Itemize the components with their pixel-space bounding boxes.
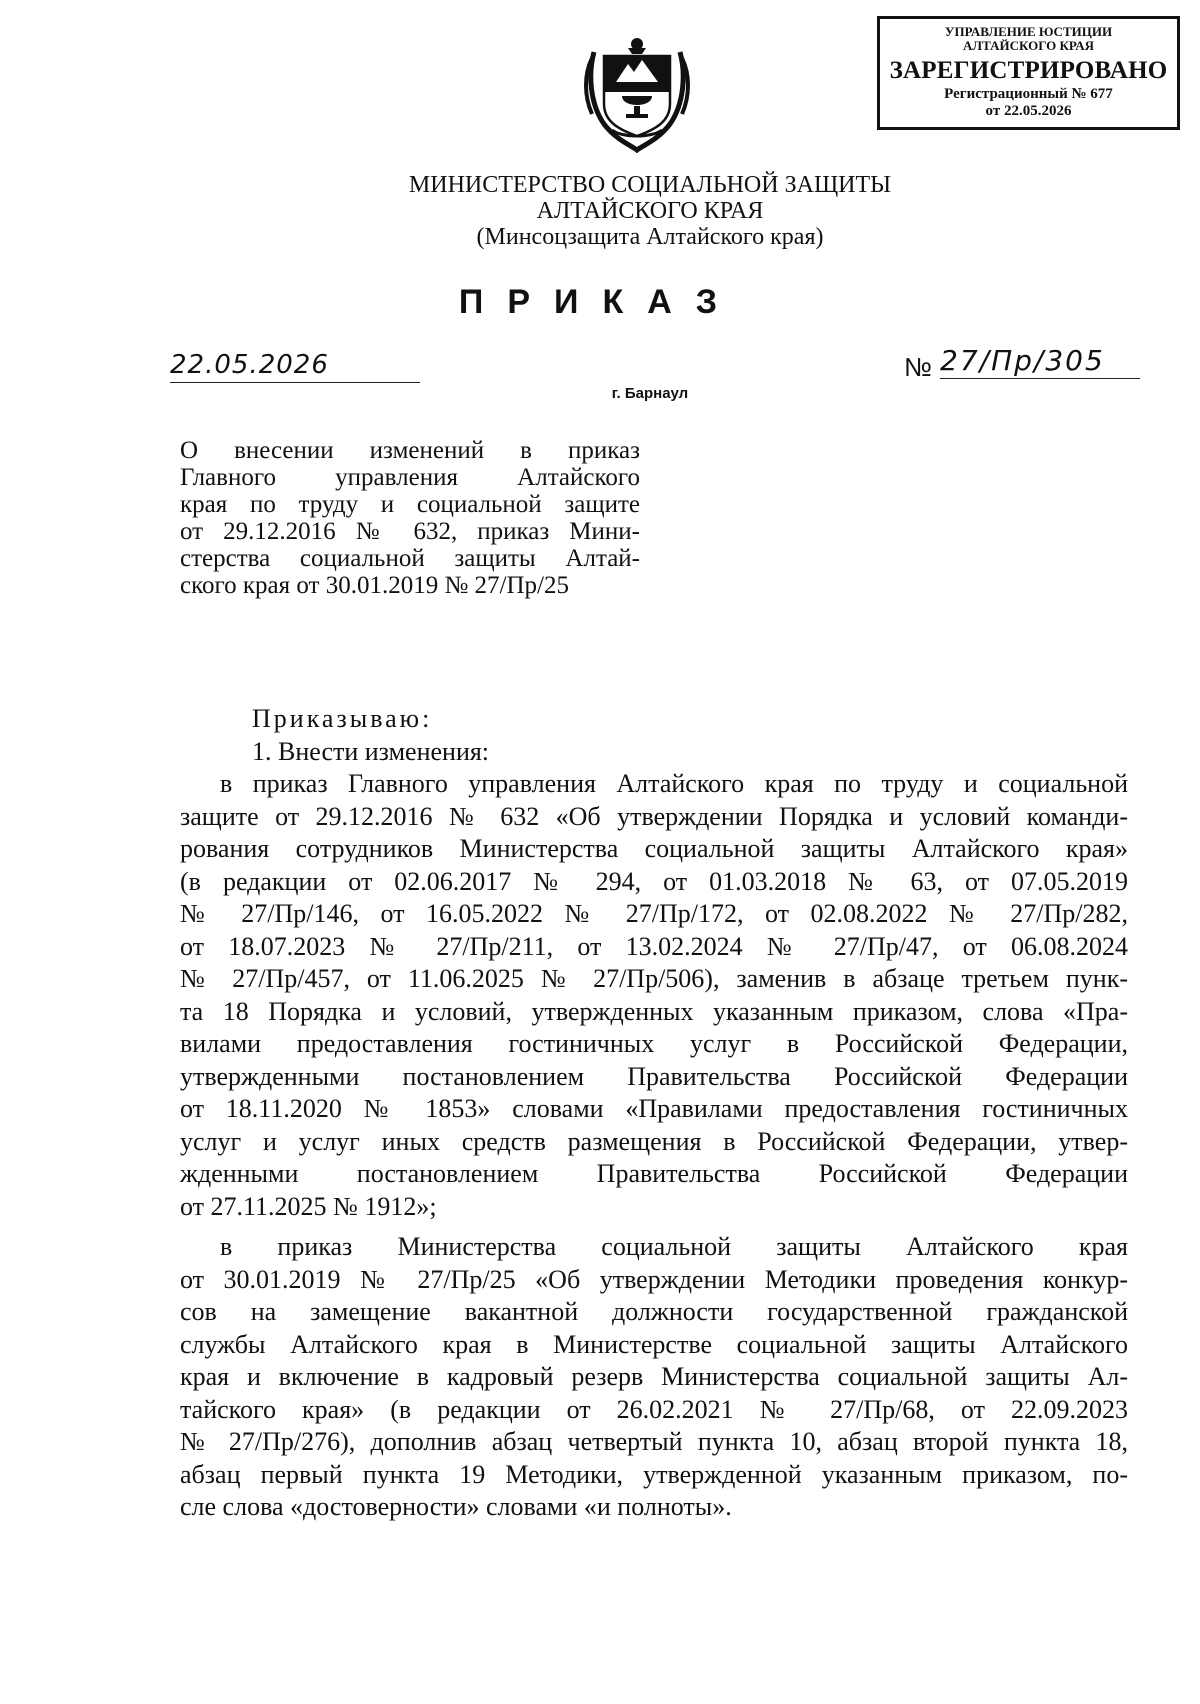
paragraph-line: службы Алтайского края в Министерстве социальной защиты Алтайского (180, 1329, 1128, 1359)
paragraph-line: сле слова «достоверности» словами «и полноты». (180, 1492, 732, 1521)
paragraph-line: края и включение в кадровый резерв Министерства социальной защиты Ал- (180, 1362, 1128, 1391)
order-directive: Приказываю: (252, 704, 433, 733)
order-number: 27/Пр/305 (940, 346, 1140, 379)
subject-line: стерства социальной защиты Алтай- (180, 545, 640, 572)
order-date: 22.05.2026 (170, 352, 420, 383)
paragraph-line: рования сотрудников Министерства социальной защиты Алтайского края» (180, 834, 1128, 863)
paragraph-line: от 18.07.2023 № 27/Пр/211, от 13.02.2024 № 27/Пр/47, от 06.08.2024 (180, 931, 1128, 961)
order-body (180, 703, 1128, 1524)
paragraph-line: № 27/Пр/146, от 16.05.2022 № 27/Пр/172, от 02.08.2022 № 27/Пр/282, (180, 899, 1128, 928)
paragraph-line: жденными постановлением Правительства Российской Федерации (180, 1159, 1128, 1188)
paragraph-line: в приказ Главного управления Алтайского края по труду и социальной (220, 769, 1128, 798)
stamp-reg-number: Регистрационный № 677 (944, 86, 1113, 102)
subject-line: Главного управления Алтайского (180, 464, 640, 491)
registration-stamp (877, 16, 1180, 130)
amendment-paragraph-2 (180, 1231, 1128, 1524)
paragraph-line: от 30.01.2019 № 27/Пр/25 «Об утверждении Методики проведения конкур- (180, 1264, 1128, 1294)
subject-line: края по труду и социальной защите (180, 491, 640, 518)
paragraph-line: от 27.11.2025 № 1912»; (180, 1191, 437, 1221)
paragraph-line: абзац первый пункта 19 Методики, утвержденной указанным приказом, по- (180, 1459, 1128, 1489)
city-name: г. Барнаул (611, 385, 689, 402)
subject-line: ского края от 30.01.2019 № 27/Пр/25 (180, 572, 569, 599)
paragraph-line: вилами предоставления гостиничных услуг в Российской Федерации, (180, 1029, 1128, 1058)
order-number-label: № (904, 352, 932, 382)
paragraph-line: утвержденными постановлением Правительства Российской Федерации (180, 1061, 1128, 1091)
stamp-authority-line1: УПРАВЛЕНИЕ ЮСТИЦИИ (944, 24, 1113, 39)
paragraph-line: та 18 Порядка и условий, утвержденных указанным приказом, слова «Пра- (180, 996, 1128, 1026)
stamp-status: ЗАРЕГИСТРИРОВАНО (889, 57, 1168, 84)
order-subject (180, 437, 640, 599)
paragraph-line: услуг и услуг иных средств размещения в Российской Федерации, утвер- (180, 1126, 1128, 1156)
paragraph-line: № 27/Пр/457, от 11.06.2025 № 27/Пр/506), заменив в абзаце третьем пунк- (180, 964, 1128, 993)
paragraph-line: сов на замещение вакантной должности государственной гражданской (180, 1297, 1128, 1326)
subject-line: от 29.12.2016 № 632, приказ Мини- (180, 518, 640, 545)
document-type-title: ПРИКАЗ (458, 283, 742, 321)
stamp-authority-line2: АЛТАЙСКОГО КРАЯ (963, 38, 1094, 53)
amendment-paragraph-1 (180, 768, 1128, 1223)
paragraph-line: в приказ Министерства социальной защиты Алтайского края (220, 1232, 1128, 1261)
ministry-short-name: (Минсоцзащита Алтайского края) (476, 224, 824, 250)
stamp-reg-date: от 22.05.2026 (985, 103, 1072, 119)
paragraph-line: защите от 29.12.2016 № 632 «Об утверждении Порядка и условий команди- (180, 801, 1128, 831)
paragraph-line: № 27/Пр/276), дополнив абзац четвертый пункта 10, абзац второй пункта 18, (180, 1427, 1128, 1456)
paragraph-line: (в редакции от 02.06.2017 № 294, от 01.03.2018 № 63, от 07.05.2019 (180, 866, 1128, 896)
ministry-name-line2: АЛТАЙСКОГО КРАЯ (536, 198, 764, 224)
paragraph-line: от 18.11.2020 № 1853» словами «Правилами предоставления гостиничных (180, 1094, 1128, 1123)
paragraph-line: тайского края» (в редакции от 26.02.2021 № 27/Пр/68, от 22.09.2023 (180, 1394, 1128, 1424)
order-item-1: 1. Внести изменения: (252, 736, 490, 766)
ministry-header (300, 172, 1000, 250)
subject-line: О внесении изменений в приказ (180, 437, 640, 464)
coat-of-arms-emblem (582, 34, 692, 154)
ministry-name-line1: МИНИСТЕРСТВО СОЦИАЛЬНОЙ ЗАЩИТЫ (408, 172, 892, 198)
